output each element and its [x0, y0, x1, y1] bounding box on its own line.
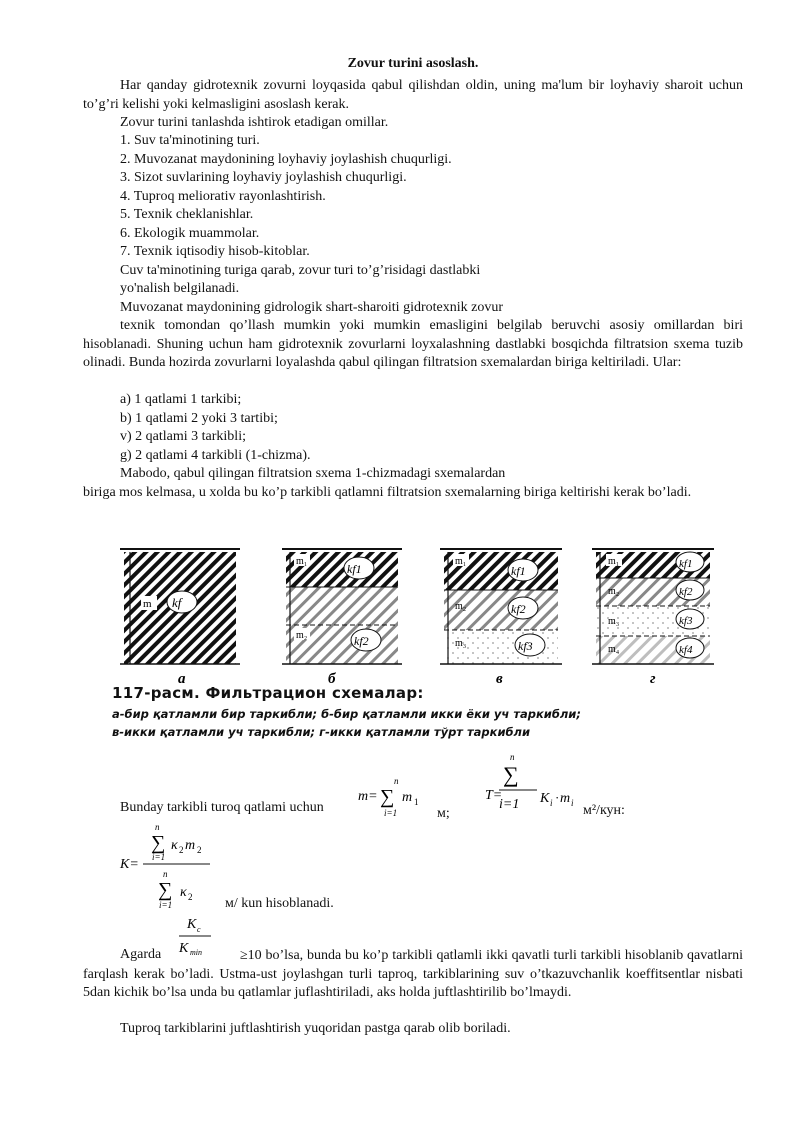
svg-text:i=1: i=1	[159, 900, 173, 910]
svg-text:i: i	[550, 798, 553, 808]
svg-text:c: c	[197, 925, 201, 934]
scheme-g	[592, 549, 714, 685]
factor-item: 6. Ekologik muammolar.	[120, 226, 260, 241]
factor-item: 3. Sizot suvlarining loyhaviy joylashish chuqurligi.	[120, 170, 407, 185]
layer-label: m₃	[608, 616, 620, 627]
coef-label: kf	[172, 595, 182, 610]
paragraph-line: Mabodo, qabul qilingan filtratsion sxema 1-chizmadagi sxemalardan	[120, 466, 506, 481]
svg-text:∑: ∑	[151, 832, 166, 854]
scheme-label: б	[328, 671, 336, 685]
coef-label: kf3	[679, 615, 693, 627]
formula-m-sum	[355, 770, 435, 820]
scheme-item: g) 2 qatlami 4 tarkibli (1-chizma).	[120, 448, 311, 463]
layer-label: m₁	[455, 556, 467, 567]
factor-item: 2. Muvozanat maydonining loyhaviy joylashish chuqurligi.	[120, 152, 452, 167]
factor-item: 7. Texnik iqtisodiy hisob-kitoblar.	[120, 244, 310, 259]
svg-text:i=1: i=1	[384, 808, 398, 818]
svg-text:n: n	[163, 869, 168, 879]
layer-label: m₄	[608, 644, 620, 655]
condition-paragraph: ≥10 bo’lsa, bunda bu ko’p tarkibli qatlamli ikki qavatli turli tarkibli hisoblanib qavatlarni farqlash kerak bo’ladi. Ustma-ust joylashgan turli taproq, tarkiblarining suv o’tkazuvchanlik koeffitsentlar nisbati 5dan kichik bo’lsa unda bu qatlamlar juflashtiriladi, aks holda juftlashtirilib bo’lmaydi.	[83, 948, 743, 1000]
scheme-label: г	[650, 671, 656, 685]
svg-text:K: K	[179, 941, 189, 956]
svg-text:m=: m=	[358, 789, 378, 804]
layer-label: m₃	[455, 638, 467, 649]
layer-label: m₁	[296, 556, 308, 567]
coef-label: kf2	[354, 634, 369, 648]
svg-text:∑: ∑	[158, 879, 173, 901]
formula-intro-text: Bunday tarkibli turoq qatlami uchun	[120, 800, 324, 815]
svg-text:m: m	[185, 838, 196, 853]
layer-label: m₁	[608, 556, 620, 567]
figure-caption-line: в-икки қатламли уч таркибли; г-икки қатламли тўрт таркибли	[112, 725, 531, 739]
svg-text:m: m	[560, 791, 571, 806]
coef-label: kf1	[511, 564, 526, 578]
final-paragraph: Tuproq tarkiblarini juftlashtirish yuqoridan pastga qarab olib boriladi.	[120, 1021, 511, 1036]
factor-item: 1. Suv ta'minotining turi.	[120, 133, 260, 148]
formula-K-ratio	[118, 820, 218, 910]
scheme-label: а	[178, 671, 186, 685]
svg-text:m: m	[402, 790, 413, 805]
svg-text:min: min	[190, 948, 202, 957]
svg-text:T=: T=	[485, 788, 503, 803]
document-title: Zovur turini asoslash.	[347, 56, 479, 71]
condition-intro: Agarda	[120, 947, 162, 962]
svg-text:i=1: i=1	[499, 797, 520, 812]
coef-label: kf1	[347, 562, 362, 576]
svg-text:κ: κ	[180, 885, 187, 900]
layer-label: m	[143, 598, 152, 610]
layer-label: m₂	[608, 586, 620, 597]
svg-text:i: i	[571, 798, 574, 808]
unit-m-day: м/ kun hisoblanadi.	[225, 896, 334, 911]
svg-text:n: n	[510, 752, 515, 762]
svg-text:2: 2	[197, 845, 202, 855]
coef-label: kf3	[518, 639, 533, 653]
paragraph-scheme-reduce: biriga mos kelmasa, u xolda bu ko’p tarkibli qatlamni filtratsion sxemalarning biriga keltirishi kerak bo’ladi.	[83, 485, 692, 500]
coef-label: kf2	[511, 602, 526, 616]
svg-text:·: ·	[555, 790, 560, 805]
figure-caption-title: 117-расм. Фильтрацион схемалар:	[112, 684, 424, 702]
scheme-item: b) 1 qatlami 2 yoki 3 tartibi;	[120, 411, 278, 426]
svg-text:∑: ∑	[503, 762, 519, 787]
svg-text:K: K	[540, 791, 550, 806]
scheme-a	[120, 549, 240, 685]
coef-label: kf2	[679, 586, 693, 598]
scheme-item: a) 1 qatlami 1 tarkibi;	[120, 392, 242, 407]
factor-item: 5. Texnik cheklanishlar.	[120, 207, 254, 222]
paragraph-factors-heading: Zovur turini tanlashda ishtirok etadigan omillar.	[120, 115, 389, 130]
svg-text:1: 1	[414, 797, 419, 807]
svg-text:κ: κ	[171, 838, 178, 853]
scheme-item: v) 2 qatlami 3 tarkibli;	[120, 429, 246, 444]
svg-text:∑: ∑	[380, 786, 395, 808]
svg-text:n: n	[394, 776, 399, 786]
layer-label: m₂	[455, 601, 467, 612]
coef-label: kf1	[679, 558, 693, 570]
layer-label: m₂	[296, 630, 308, 641]
svg-text:2: 2	[188, 892, 193, 902]
scheme-label: в	[496, 671, 503, 685]
svg-text:K: K	[187, 917, 197, 932]
factor-item: 4. Tuproq meliorativ rayonlashtirish.	[120, 189, 326, 204]
svg-text:n: n	[155, 822, 160, 832]
paragraph-line: yo'nalish belgilanadi.	[120, 281, 240, 296]
paragraph-intro: Har qanday gidrotexnik zovurni loyqasida qabul qilishdan oldin, uning ma'lum bir loyhaviy sharoit uchun to’g’ri kelishi yoki kelmasligini asoslash kerak.	[83, 78, 743, 112]
formula-T-sum	[482, 752, 582, 816]
figure-caption-line: а-бир қатламли бир таркибли; б-бир қатламли икки ёки уч таркибли;	[112, 707, 581, 721]
unit-m2-day: м²/кун:	[583, 803, 625, 818]
scheme-v	[440, 549, 562, 685]
svg-text:i=1: i=1	[152, 852, 166, 862]
svg-text:K=: K=	[120, 857, 139, 872]
scheme-b	[282, 549, 402, 685]
svg-text:2: 2	[179, 845, 184, 855]
paragraph-line: Cuv ta'minotining turiga qarab, zovur turi to’g’risidagi dastlabki	[120, 263, 481, 278]
paragraph-line: Muvozanat maydonining gidrologik shart-sharoiti gidrotexnik zovur	[120, 300, 503, 315]
coef-label: kf4	[679, 644, 693, 656]
paragraph-hydrology: texnik tomondan qo’llash mumkin yoki mumkin emasligini belgilab beruvchi asosiy omillardan biri hisoblanadi. Shuning uchun ham gidrotexnik zovurlarni loyxalashning dastlabki bosqichda filtratsion sxema tuzib olinadi. Bunda hozirda zovurlarni loyalashda qabul qilingan filtratsion sxemalardan biriga keltiriladi. Ular:	[83, 318, 743, 370]
unit-m: м;	[437, 806, 450, 821]
filtration-schemes-figure	[110, 540, 750, 685]
